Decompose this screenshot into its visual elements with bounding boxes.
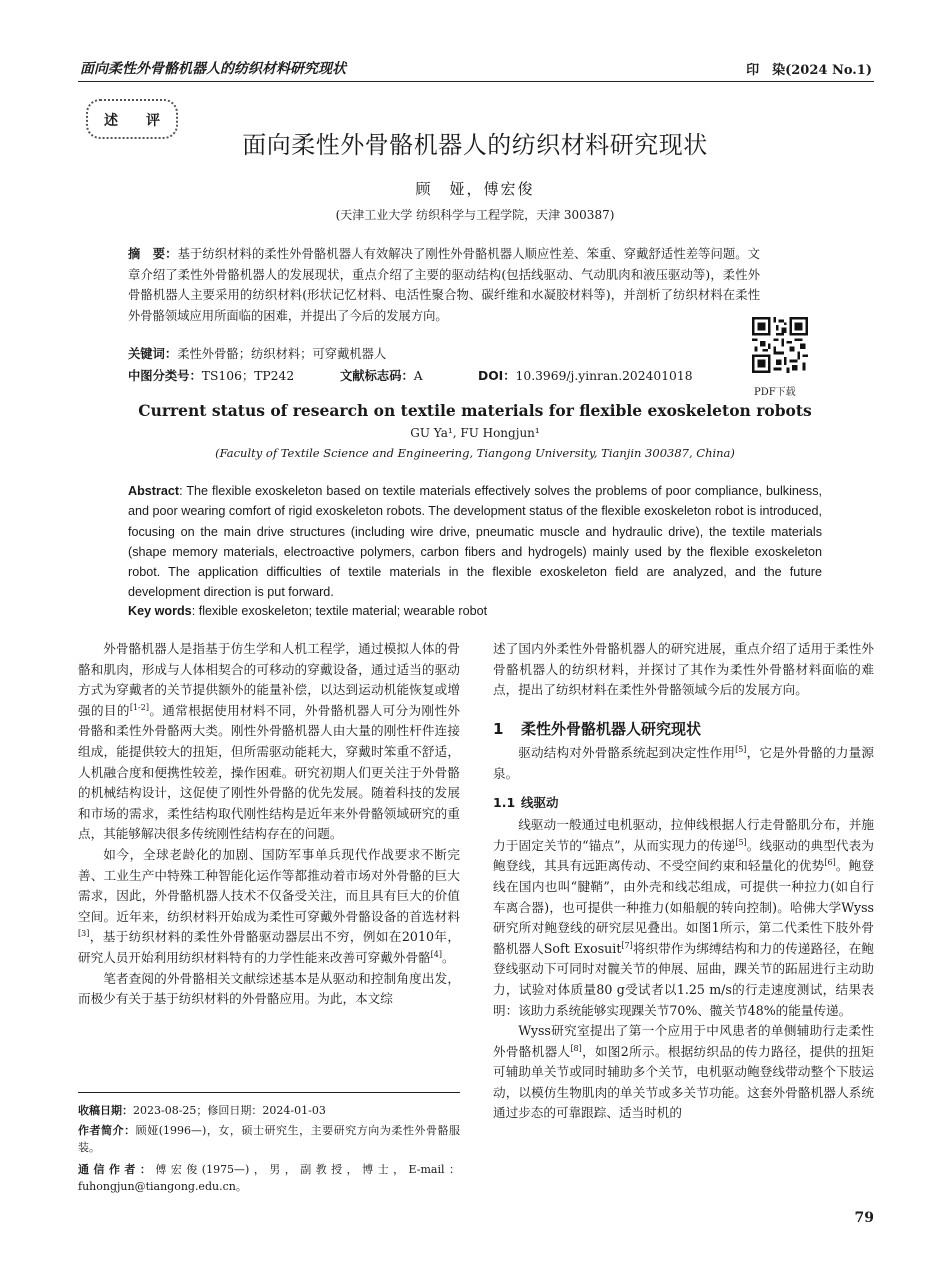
- header-issue: 印 染(2024 No.1): [746, 63, 872, 78]
- authors: 顾 娅，傅宏俊: [415, 180, 535, 198]
- body-paragraph: Wyss研究室提出了第一个应用于中风患者的单侧辅助行走柔性外骨骼机器人[8]，如图2所示。根据纺织品的传力路径，提供的扭矩可辅助单关节或同时辅助多个关节，电机驱动鲍登线带动整个下肢运动，以模仿生物肌肉的单关节或多关节功能。这套外骨骼机器人系统通过步态的可靠跟踪、适当时机的: [493, 1023, 875, 1121]
- citation-ref[interactable]: [5]: [735, 837, 747, 847]
- body-paragraph: 如今，全球老龄化的加剧、国防军事单兵现代作战要求不断完善、工业生产中特殊工种智能化运作等都推动着市场对外骨骼的巨大需求，因此，外骨骼机器人技术不仅备受关注，而且具有巨大的价值空间。近年来，纺织材料开始成为柔性可穿戴外骨骼设备的首选材料[3]，基于纺织材料的柔性外骨骼驱动器层出不穷，例如在2010年，研究人员开始利用纺织材料特有的力学性能来改善可穿戴外骨骼[4]。: [78, 846, 460, 965]
- body-column-left: [78, 639, 460, 1010]
- keywords-cn-label: 关键词：: [128, 347, 178, 361]
- doi-value[interactable]: 10.3969/j.yinran.202401018: [515, 369, 693, 383]
- footnote-corresponding: 通信作者：傅宏俊(1975—)，男，副教授，博士，E-mail：fuhongjun@tiangong.edu.cn。: [78, 1163, 460, 1193]
- qr-caption: PDF下载: [754, 387, 796, 398]
- english-affiliation: (Faculty of Textile Science and Engineering, Tiangong University, Tianjin 300387, China): [215, 446, 735, 460]
- english-abstract: [128, 481, 822, 603]
- citation-ref[interactable]: [3]: [78, 929, 90, 939]
- affiliation: (天津工业大学 纺织科学与工程学院，天津 300387): [335, 208, 615, 222]
- doc-code-label: 文献标志码：: [340, 369, 414, 383]
- footnote-received: 收稿日期：2023-08-25；修回日期：2024-01-03: [78, 1104, 326, 1117]
- subsection-heading-1-1: 1.1 线驱动: [493, 794, 559, 810]
- english-authors: GU Ya¹, FU Hongjun¹: [410, 426, 540, 440]
- english-abstract-text: : The flexible exoskeleton based on textile materials effectively solves the problems of poor compliance, bulkiness, and poor wearing comfort of rigid exoskeleton robots. The development status of the flexible exoskeleton robot is introduced, focusing on the main drive structures (including wire drive, pneumatic muscle and hydraulic drive), the textile materials (shape memory materials, electroactive polymers, carbon fibers and hydrogels) mainly used by the flexible exoskeleton robot. The application difficulties of textile materials in the flexible exoskeleton field are analyzed, and the future development direction is put forward.: [128, 484, 822, 600]
- english-abstract-label: Abstract: [128, 484, 180, 498]
- citation-ref[interactable]: [7]: [621, 940, 633, 950]
- citation-ref[interactable]: [5]: [735, 745, 747, 755]
- abstract-cn-label: 摘 要：: [128, 247, 178, 261]
- keywords-cn-text: 柔性外骨骼；纺织材料；可穿戴机器人: [177, 347, 387, 361]
- english-title: Current status of research on textile materials for flexible exoskeleton robots: [138, 401, 812, 420]
- footnote-divider: [78, 1092, 460, 1093]
- section-heading-1: 1 柔性外骨骼机器人研究现状: [493, 719, 702, 738]
- citation-ref[interactable]: [6]: [824, 858, 836, 868]
- body-column-right: [493, 639, 874, 1124]
- running-header: [78, 56, 874, 82]
- body-paragraph: 线驱动一般通过电机驱动，拉伸线根据人行走骨骼肌分布，并施力于固定关节的“锚点”，从而实现力的传递[5]。线驱动的典型代表为鲍登线，其具有远距离传动、不受空间约束和轻量化的优势[6]。鲍登线在国内也叫“腱鞘”，由外壳和线芯组成，可提供一种拉力(如自行车离合器)，也可提供一种推力(如船舰的转向控制)。哈佛大学Wyss研究所对鲍登线的研究层见叠出。如图1所示，第二代柔性下肢外骨骼机器人Soft Exosuit[7]将织带作为绑缚结构和力的传递路径，在鲍登线驱动下可同时对髋关节的伸展、屈曲，踝关节的跖屈进行主动助力，试验对体质量80 g受试者以1.25 m/s的行走速度测试，结果表明：该助力系统能够实现踝关节70%、髋关节48%的能量传递。: [493, 817, 875, 1018]
- body-paragraph: 驱动结构对外骨骼系统起到决定性作用[5]，它是外骨骼的力量源泉。: [493, 745, 875, 781]
- english-keywords-text: : flexible exoskeleton; textile material; wearable robot: [191, 604, 488, 618]
- header-journal-article-title: 面向柔性外骨骼机器人的纺织材料研究现状: [80, 61, 346, 77]
- pdf-download-qr-code[interactable]: [752, 317, 808, 373]
- citation-ref[interactable]: [8]: [570, 1043, 582, 1053]
- english-keywords-label: Key words: [128, 604, 192, 618]
- page-number: 79: [854, 1210, 874, 1226]
- doc-code-value: A: [413, 369, 423, 383]
- body-paragraph: 笔者查阅的外骨骼相关文献综述基本是从驱动和控制角度出发，而极少有关于基于纺织材料的外骨骼应用。为此，本文综: [78, 970, 460, 1007]
- body-paragraph: 外骨骼机器人是指基于仿生学和人机工程学，通过模拟人体的骨骼和肌肉，形成与人体相契合的可移动的穿戴设备，通过适当的驱动方式为穿戴者的关节提供额外的能量补偿，以达到运动机能恢复或增强的目的[1-2]。通常根据使用材料不同，外骨骼机器人可分为刚性外骨骼和柔性外骨骼两大类。刚性外骨骼机器人由大量的刚性杆件连接组成，能提供较大的扭矩，但所需驱动能耗大，穿戴时笨重不舒适，人机融合度和便携性较差，操作困难。研究初期人们更关注于外骨骼的机械结构设计，这促使了刚性外骨骼的优先发展。随着科技的发展和市场的需求，柔性结构取代刚性结构是近年来外骨骼领域研究的重点，其能够解决很多传统刚性结构存在的问题。: [78, 641, 461, 842]
- footnote-author: 作者简介：顾娅(1996—)，女，硕士研究生，主要研究方向为柔性外骨骼服装。: [78, 1124, 461, 1154]
- body-paragraph-continued: 述了国内外柔性外骨骼机器人的研究进展，重点介绍了适用于柔性外骨骼机器人的纺织材料，并探讨了其作为柔性外骨骼材料面临的难点，提出了纺织材料在柔性外骨骼领域今后的发展方向。: [493, 641, 874, 698]
- tag-char-1: 述: [104, 113, 118, 129]
- doi-label: DOI：: [478, 369, 516, 383]
- abstract-cn-text: 基于纺织材料的柔性外骨骼机器人有效解决了刚性外骨骼机器人顺应性差、笨重、穿戴舒适性差等问题。文章介绍了柔性外骨骼机器人的发展现状，重点介绍了主要的驱动结构(包括线驱动、气动肌肉和液压驱动等)，柔性外骨骼机器人主要采用的纺织材料(形状记忆材料、电活性聚合物、碳纤维和水凝胶材料等)，并剖析了纺织材料在柔性外骨骼领域应用所面临的困难，并提出了今后的发展方向。: [128, 247, 760, 323]
- citation-ref[interactable]: [1-2]: [129, 702, 149, 712]
- citation-ref[interactable]: [4]: [430, 949, 442, 959]
- clc-value: TS106；TP242: [201, 369, 295, 383]
- keywords-cn: [128, 344, 386, 364]
- classification-line: [128, 366, 748, 386]
- tag-char-2: 评: [146, 113, 160, 129]
- article-title: 面向柔性外骨骼机器人的纺织材料研究现状: [242, 131, 708, 159]
- english-keywords: [128, 604, 487, 618]
- clc-label: 中图分类号：: [128, 369, 202, 383]
- abstract-cn: [128, 244, 760, 326]
